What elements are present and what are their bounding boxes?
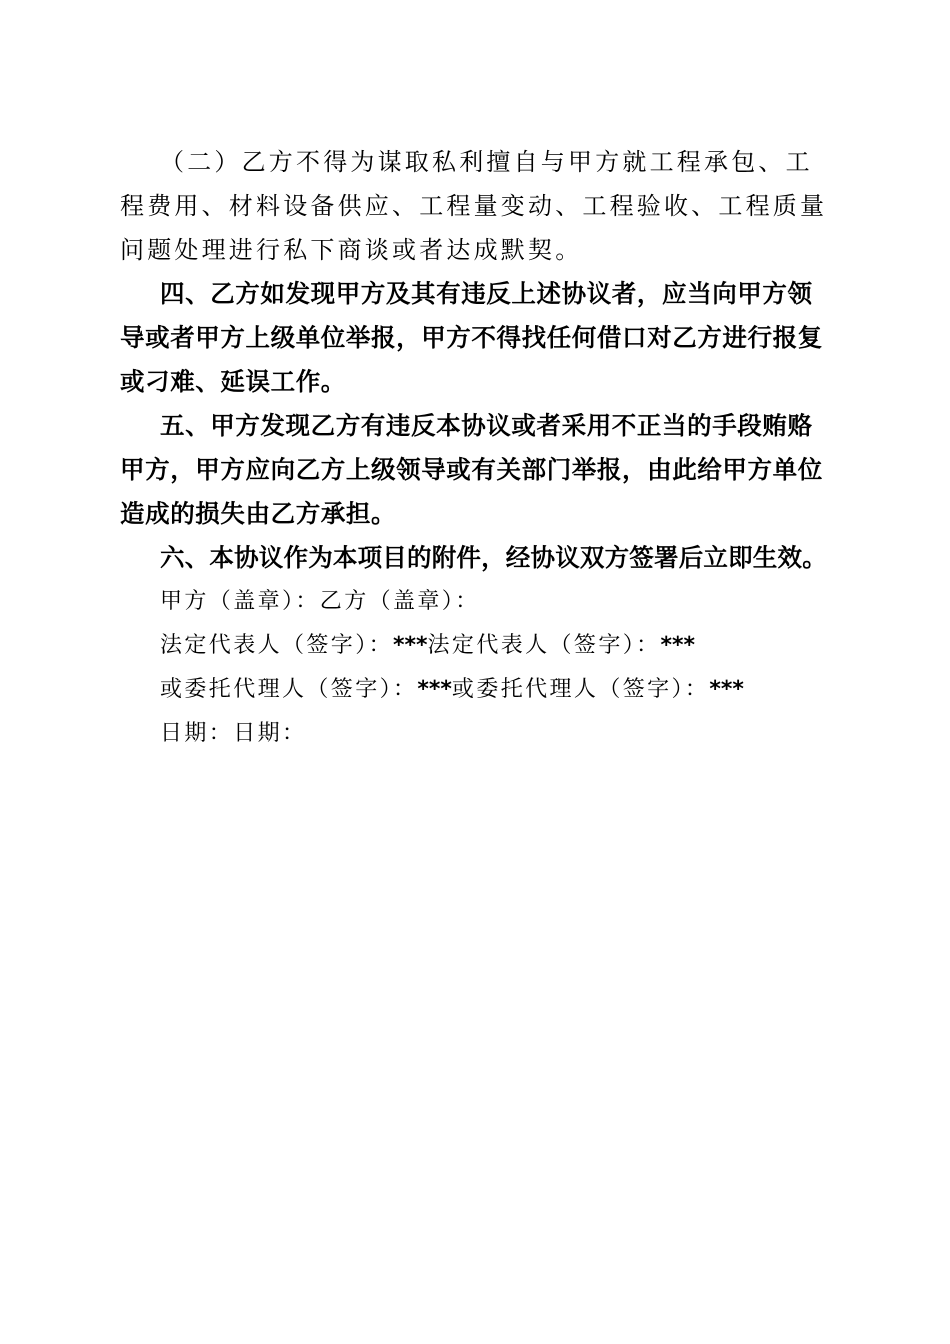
legal-rep-a-signature: *** [393, 633, 428, 658]
legal-rep-a-label: 法定代表人（签字）： [160, 633, 394, 658]
clause-6-paragraph: 六、本协议作为本项目的附件，经协议双方签署后立即生效。 [160, 543, 827, 572]
agent-b-label: 或委托代理人（签字）： [451, 677, 710, 702]
agent-a-label: 或委托代理人（签字）： [160, 677, 418, 702]
legal-representative-line [120, 624, 832, 668]
agent-a-signature: *** [417, 677, 452, 702]
clause-5-paragraph: 五、甲方发现乙方有违反本协议或者采用不正当的手段贿赂甲方，甲方应向乙方上级领导或有关部门举报，由此给甲方单位造成的损失由乙方承担。 [120, 411, 823, 528]
signature-block [120, 580, 832, 756]
seal-line: 甲方（盖章）：乙方（盖章）： [160, 589, 480, 614]
agent-b-signature: *** [709, 677, 744, 702]
authorized-agent-line [120, 668, 832, 712]
document-body [120, 140, 832, 756]
legal-rep-b-label: 法定代表人（签字）： [427, 633, 661, 658]
clause-2-paragraph: （二）乙方不得为谋取私利擅自与甲方就工程承包、工程费用、材料设备供应、工程量变动、工程验收、工程质量问题处理进行私下商谈或者达成默契。 [120, 148, 828, 264]
legal-rep-b-signature: *** [660, 633, 696, 658]
date-line: 日期：日期： [160, 721, 307, 746]
clause-4-paragraph: 四、乙方如发现甲方及其有违反上述协议者，应当向甲方领导或者甲方上级单位举报，甲方不得找任何借口对乙方进行报复或刁难、延误工作。 [120, 279, 823, 396]
